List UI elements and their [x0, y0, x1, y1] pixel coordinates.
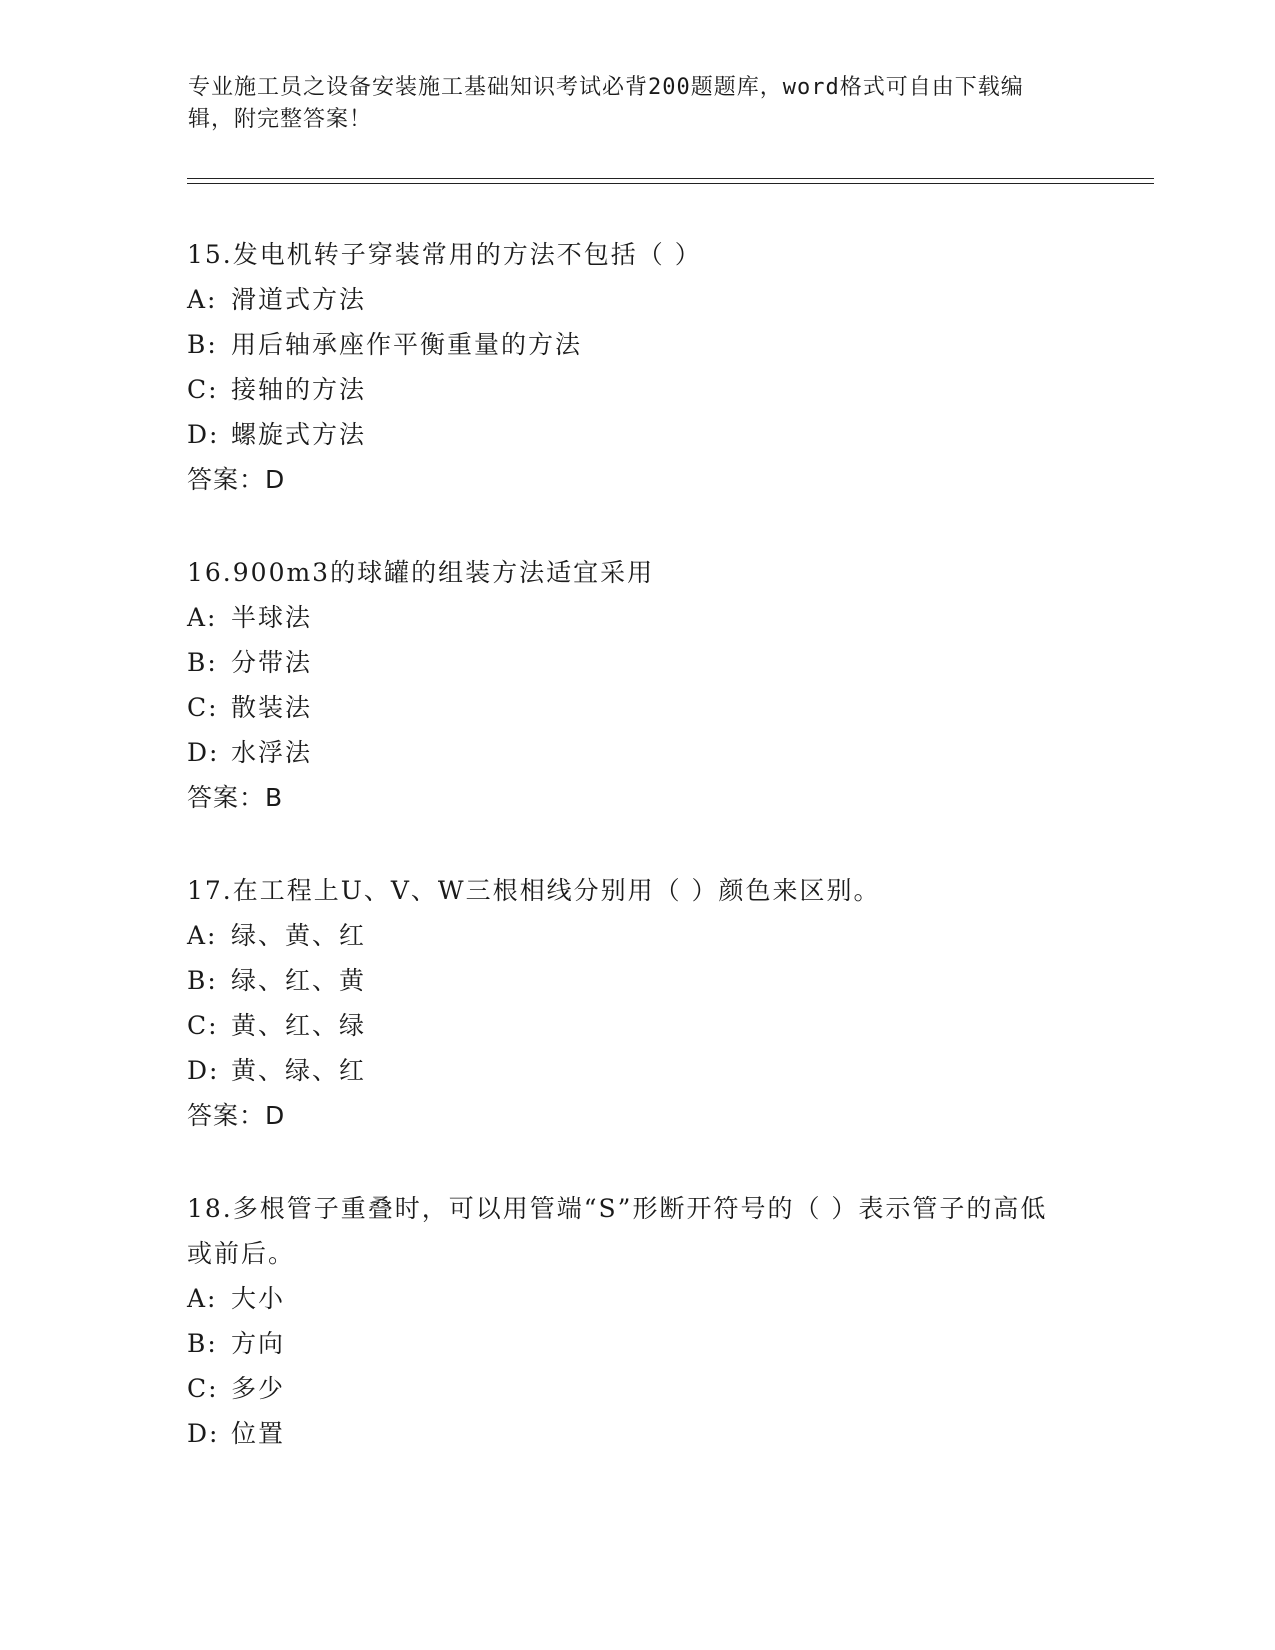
option-b: [187, 1321, 1087, 1366]
option-letter: B:: [187, 1329, 218, 1358]
option-letter: B:: [187, 648, 218, 677]
question-title: 15.发电机转子穿装常用的方法不包括（ ）: [187, 240, 702, 269]
option-letter: A:: [187, 285, 218, 314]
option-c: [187, 1366, 1087, 1411]
option-text: 黄、红、绿: [231, 1011, 367, 1040]
answer-line: 答案：B: [187, 783, 284, 812]
header-divider-bottom: [187, 183, 1154, 184]
option-b: [187, 640, 1087, 685]
option-c: [187, 367, 1087, 412]
option-text: 分带法: [231, 648, 313, 677]
answer-line: 答案：D: [187, 465, 286, 494]
option-text: 大小: [231, 1284, 286, 1313]
question-17: [187, 868, 1087, 1138]
option-letter: A:: [187, 1284, 218, 1313]
option-a: [187, 595, 1087, 640]
question-title: 18.多根管子重叠时，可以用管端“S”形断开符号的（ ）表示管子的高低或前后。: [187, 1194, 1048, 1268]
option-c: [187, 1003, 1087, 1048]
option-text: 半球法: [231, 603, 313, 632]
answer-line: 答案：D: [187, 1101, 286, 1130]
option-text: 黄、绿、红: [231, 1056, 367, 1085]
option-letter: A:: [187, 921, 218, 950]
option-d: [187, 1048, 1087, 1093]
option-a: [187, 913, 1087, 958]
option-a: [187, 277, 1087, 322]
option-letter: B:: [187, 330, 218, 359]
option-text: 散装法: [231, 693, 313, 722]
question-16: [187, 550, 1087, 820]
option-letter: C:: [187, 1374, 219, 1403]
option-letter: C:: [187, 1011, 219, 1040]
option-text: 水浮法: [231, 738, 313, 767]
option-letter: C:: [187, 375, 219, 404]
header-divider-top: [187, 178, 1154, 179]
option-text: 位置: [231, 1419, 286, 1448]
question-18: [187, 1186, 1087, 1456]
option-text: 绿、黄、红: [231, 921, 367, 950]
option-letter: A:: [187, 603, 218, 632]
option-text: 螺旋式方法: [231, 420, 367, 449]
option-text: 绿、红、黄: [231, 966, 367, 995]
question-title: 17.在工程上U、V、W三根相线分别用（ ）颜色来区别。: [187, 876, 881, 905]
option-text: 多少: [231, 1374, 286, 1403]
option-letter: D:: [187, 420, 220, 449]
document-header: 专业施工员之设备安装施工基础知识考试必背200题题库，word格式可自由下载编辑，附完整答案！: [188, 75, 1024, 132]
option-letter: B:: [187, 966, 218, 995]
option-text: 滑道式方法: [231, 285, 367, 314]
option-text: 方向: [231, 1329, 286, 1358]
question-15: [187, 232, 1087, 502]
option-letter: D:: [187, 1419, 220, 1448]
option-text: 用后轴承座作平衡重量的方法: [231, 330, 583, 359]
option-letter: D:: [187, 1056, 220, 1085]
option-a: [187, 1276, 1087, 1321]
option-b: [187, 322, 1087, 367]
option-letter: D:: [187, 738, 220, 767]
option-b: [187, 958, 1087, 1003]
option-letter: C:: [187, 693, 219, 722]
option-text: 接轴的方法: [231, 375, 367, 404]
option-c: [187, 685, 1087, 730]
option-d: [187, 412, 1087, 457]
question-title: 16.900m3的球罐的组装方法适宜采用: [187, 558, 655, 587]
option-d: [187, 730, 1087, 775]
option-d: [187, 1411, 1087, 1456]
